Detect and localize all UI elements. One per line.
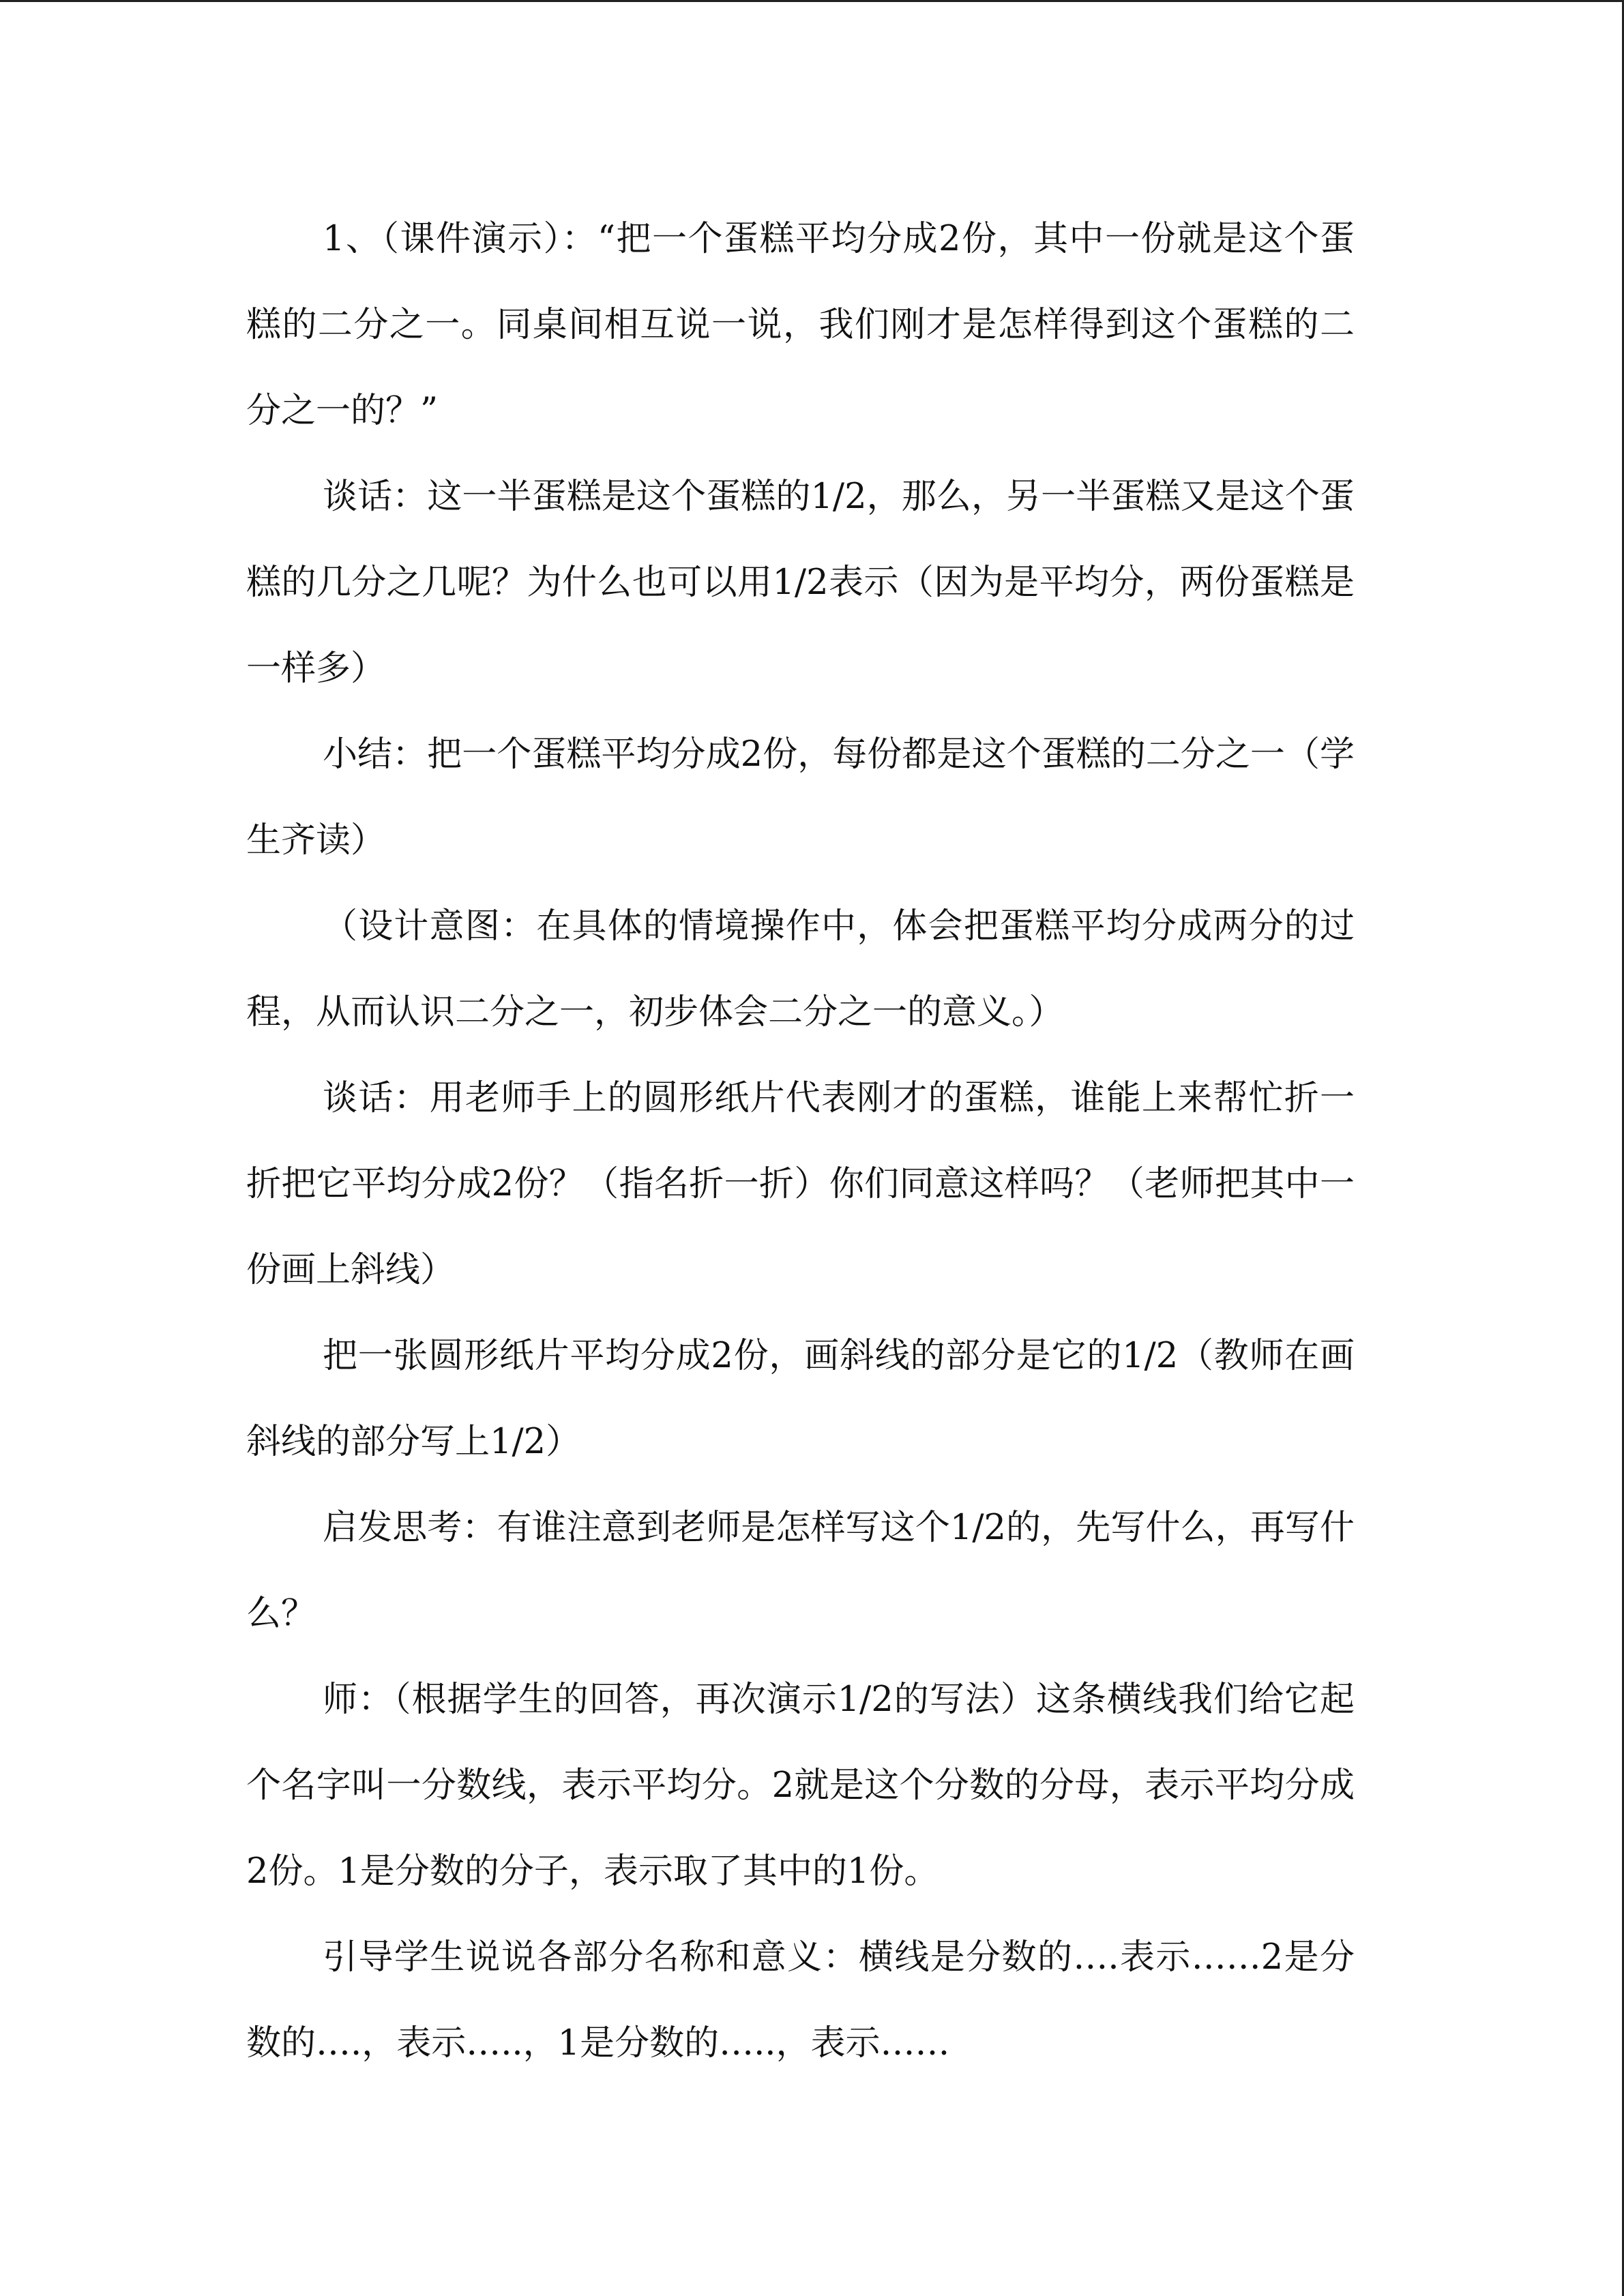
document-body (246, 196, 1355, 2087)
paragraph-design-intent: （设计意图：在具体的情境操作中，体会把蛋糕平均分成两分的过程，从而认识二分之一，初步体会二分之一的意义。） (246, 906, 1355, 1032)
paragraph-talk-half-cake: 谈话：这一半蛋糕是这个蛋糕的1/2，那么，另一半蛋糕又是这个蛋糕的几分之几呢？为什么也可以用1/2表示（因为是平均分，两份蛋糕是一样多） (246, 477, 1355, 689)
paragraph-summary: 小结：把一个蛋糕平均分成2份，每份都是这个蛋糕的二分之一（学生齐读） (246, 734, 1355, 861)
paragraph-talk-paper-circle: 谈话：用老师手上的圆形纸片代表刚才的蛋糕，谁能上来帮忙折一折把它平均分成2份？（指名折一折）你们同意这样吗？（老师把其中一份画上斜线） (246, 1078, 1355, 1290)
paragraph-teacher-explanation: 师：（根据学生的回答，再次演示1/2的写法）这条横线我们给它起个名字叫一分数线，表示平均分。2就是这个分数的分母，表示平均分成2份。1是分数的分子，表示取了其中的1份。 (246, 1680, 1355, 1892)
paragraph-courseware-demo: 1、（课件演示）：“把一个蛋糕平均分成2份，其中一份就是这个蛋糕的二分之一。同桌间相互说一说，我们刚才是怎样得到这个蛋糕的二分之一的？” (246, 219, 1355, 431)
paragraph-shaded-half: 把一张圆形纸片平均分成2份，画斜线的部分是它的1/2（教师在画斜线的部分写上1/2） (246, 1336, 1355, 1462)
paragraph-inspire-thinking: 启发思考：有谁注意到老师是怎样写这个1/2的，先写什么，再写什么？ (246, 1508, 1355, 1634)
paragraph-guide-students: 引导学生说说各部分名称和意义：横线是分数的….表示……2是分数的….，表示…..，1是分数的…..，表示…… (246, 1937, 1355, 2063)
